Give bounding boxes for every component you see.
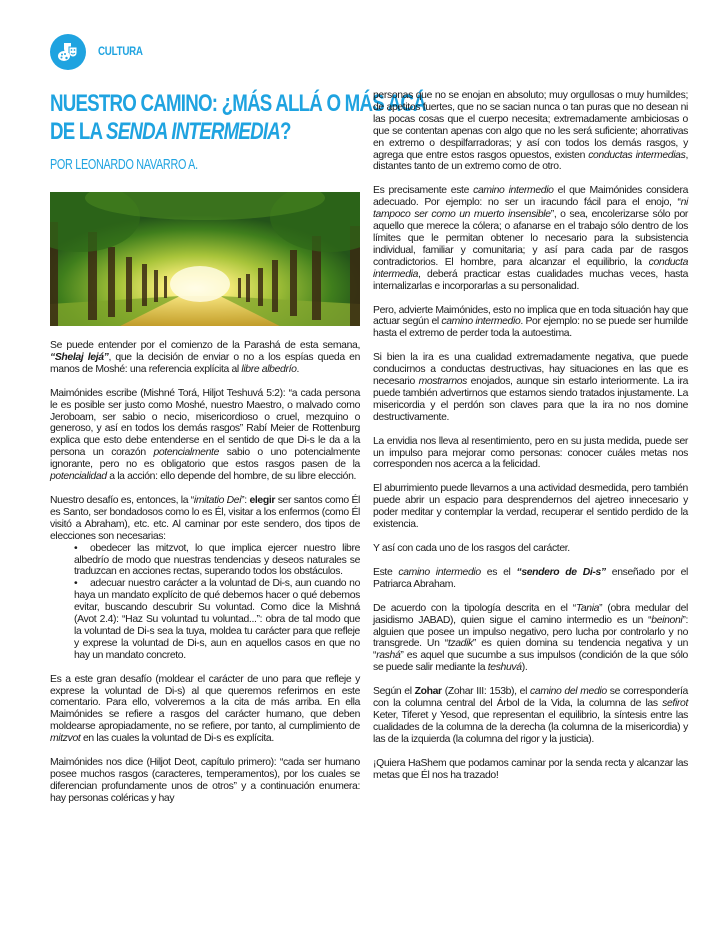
paragraph: El aburrimiento puede llevarnos a una actividad desmedida, pero también puede abrir un espacio para desprendernos del ajetreo innecesario y poder meditar y contemplar la verdad, recuperar el sentido perdido de la existencia.: [373, 483, 688, 531]
paragraph: La envidia nos lleva al resentimiento, pero en su justa medida, puede ser un impulso para mejorar como personas: conocer cuáles metas nos corresponden nos acerca a la felicidad.: [373, 435, 688, 471]
paragraph: Maimónides nos dice (Hiljot Deot, capítulo primero): “cada ser humano posee muchos rasgos (caracteres, temperamentos), por los cuales se diferencian profundamente unos de otros” y a continuación enumera: hay personas coléricas y hay: [50, 757, 360, 804]
theater-masks-palette-icon: [50, 34, 86, 70]
section-header: [50, 34, 151, 70]
paragraph: De acuerdo con la tipología descrita en el “Tania” (obra medular del jasidismo JABAD), quien sigue el camino intermedio es un “beinoni”: alguien que posee un impulso negativo, pero lucha por controlarlo y no transgrede. Un “tzadik” es quien domina su tendencia negativa y un “rashá” es aquel que sucumbe a sus impulsos (condición de la que sólo se puede salir mediante la teshuvá).: [373, 602, 688, 674]
title-line-2-emphasis: SENDA INTERMEDIA: [105, 118, 281, 145]
paragraph: Es precisamente este camino intermedio el que Maimónides considera adecuado. Por ejemplo: no ser un iracundo fácil para el enojo, “ni tampoco ser como un muerto insensible”, o sea, encolerizarse sólo por aquello que merece la cólera; o afanarse en el trabajo sólo dentro de los límites que le permitan obtener lo necesario para la subsistencia individual, familiar y comunitaria; y así para cada par de rasgos contradictorios. El hombre, para alcanzar el equilibrio, la conducta intermedia, deberá practicar estas cualidades muchas veces, hasta internalizarlas e incorporarlas a su personalidad.: [373, 185, 689, 292]
column-right: [373, 90, 688, 794]
paragraph: Maimónides escribe (Mishné Torá, Hiljot Teshuvá 5:2): “a cada persona le es posible ser justo como Moshé, nuestro Maestro, o malvado como Jeroboam, ser sabio o necio, misericordioso o cruel, mezquino o generoso, y así en todos los demás rasgos” Rabí Meier de Rottenburg explica que esto debe entenderse en el sentido de que Di-s le da a la persona un corazón potencialmente sabio o uno potencialmente ignorante, pero no es obligatorio que estos rasgos pasen de la potencialidad a la acción: ello depende del hombre, de su libre elección.: [50, 387, 360, 483]
title-line-2-prefix: DE LA: [50, 118, 106, 145]
paragraph: Pero, advierte Maimónides, esto no implica que en toda situación hay que actuar según el camino intermedio. Por ejemplo: no se puede ser humilde hasta el extremo de perder toda la autoestima.: [373, 304, 689, 340]
section-label: CULTURA: [98, 46, 143, 58]
title-line-1: NUESTRO CAMINO: ¿MÁS ALLÁ O MÁS ACÁ: [50, 90, 426, 117]
article-title: [50, 90, 426, 146]
bullet-icon: •: [74, 578, 78, 590]
paragraph: personas que no se enojan en absoluto; muy orgullosas o muy humildes; de apetitos fuertes, que no se sacian nunca o tan puras que no desean ni las pocas cosas que el cuerpo necesita; extremadamente ambiciosas o que se contentan apenas con algo que no les será suficiente; ahorrativas en extremo o despilfarradoras; y así con todos los demás rasgos, y agrega que entre estos rasgos opuestos, existen conductas intermedias, distantes tanto de un extremo como de otro.: [373, 90, 688, 173]
bullet-item: • obedecer las mitzvot, lo que implica ejercer nuestro libre albedrío de modo que nuestras tendencias y deseos naturales se traduzcan en acciones rectas, superando todos los obstáculos.: [74, 542, 360, 578]
paragraph: Y así con cada uno de los rasgos del carácter.: [373, 543, 570, 554]
paragraph: Es a este gran desafío (moldear el carácter de uno para que refleje y exprese la voluntad de Di-s) al que queremos referirnos en este comentario. Para ello, volveremos a la cita de más arriba. En ella Maimónides se refiere a rasgos del carácter humano, que deben moldearse apropiadamente, no se refiere, por tanto, al cumplimiento de mitzvot en las cuales la voluntad de Di-s es explícita.: [50, 673, 360, 745]
paragraph: Este camino intermedio es el “sendero de Di-s” enseñado por el Patriarca Abraham.: [373, 566, 688, 590]
paragraph: Si bien la ira es una cualidad extremadamente negativa, que puede conducirnos a conductas destructivas, hay situaciones en las que es necesario mostrarnos enojados, aunque sin estarlo interiormente. La ira puede también advertirnos que estamos siendo tratados injustamente. La misericordia y el perdón son claves para que la ira no nos domine destructivamente.: [373, 352, 688, 423]
bullet-icon: •: [74, 542, 78, 554]
paragraph: ¡Quiera HaShem que podamos caminar por la senda recta y alcanzar las metas que Él nos ha trazado!: [373, 757, 688, 781]
paragraph: Se puede entender por el comienzo de la Parashá de esta semana, “Shelaj lejá”, que la decisión de enviar o no a los espías queda en manos de Moshé: una referencia explícita al libre albedrío.: [50, 340, 361, 375]
paragraph: Según el Zohar (Zohar III: 153b), el camino del medio se correspondería con la columna central del Árbol de la Vida, la columna de las sefirot Keter, Tiferet y Yesod, que representan el equilibrio, la síntesis entre las cualidades de la columna de la derecha (la columna de la misericordia) y las de la izquierda (la columna del rigor y la justicia).: [373, 686, 688, 745]
hero-image: [50, 192, 360, 326]
byline: POR LEONARDO NAVARRO A.: [50, 156, 198, 173]
paragraph: Nuestro desafío es, entonces, la “imitatio Dei”: elegir ser santos como Él es Santo, ser bondadosos como lo es Él, visitar a los enfermos (como Él visitó a Abraham), etc. etc. Al caminar por este sendero, dos tipos de elecciones son necesarias:: [50, 494, 361, 542]
bullet-item: • adecuar nuestro carácter a la voluntad de Di-s, aun cuando no haya un mandato explícito de qué debemos hacer o qué debemos evitar, buscando descubrir Su voluntad. Como dice la Mishná (Avot 2.4): “Haz Su voluntad tu voluntad...”: obra de tal modo que la voluntad de Di-s sea la tuya, moldea tu carácter para que refleje y exprese la voluntad de Di-s, aun en aquellos casos en que no hay un mandato concreto.: [74, 578, 360, 661]
column-left: [50, 340, 360, 817]
title-line-2-suffix: ?: [280, 118, 291, 145]
